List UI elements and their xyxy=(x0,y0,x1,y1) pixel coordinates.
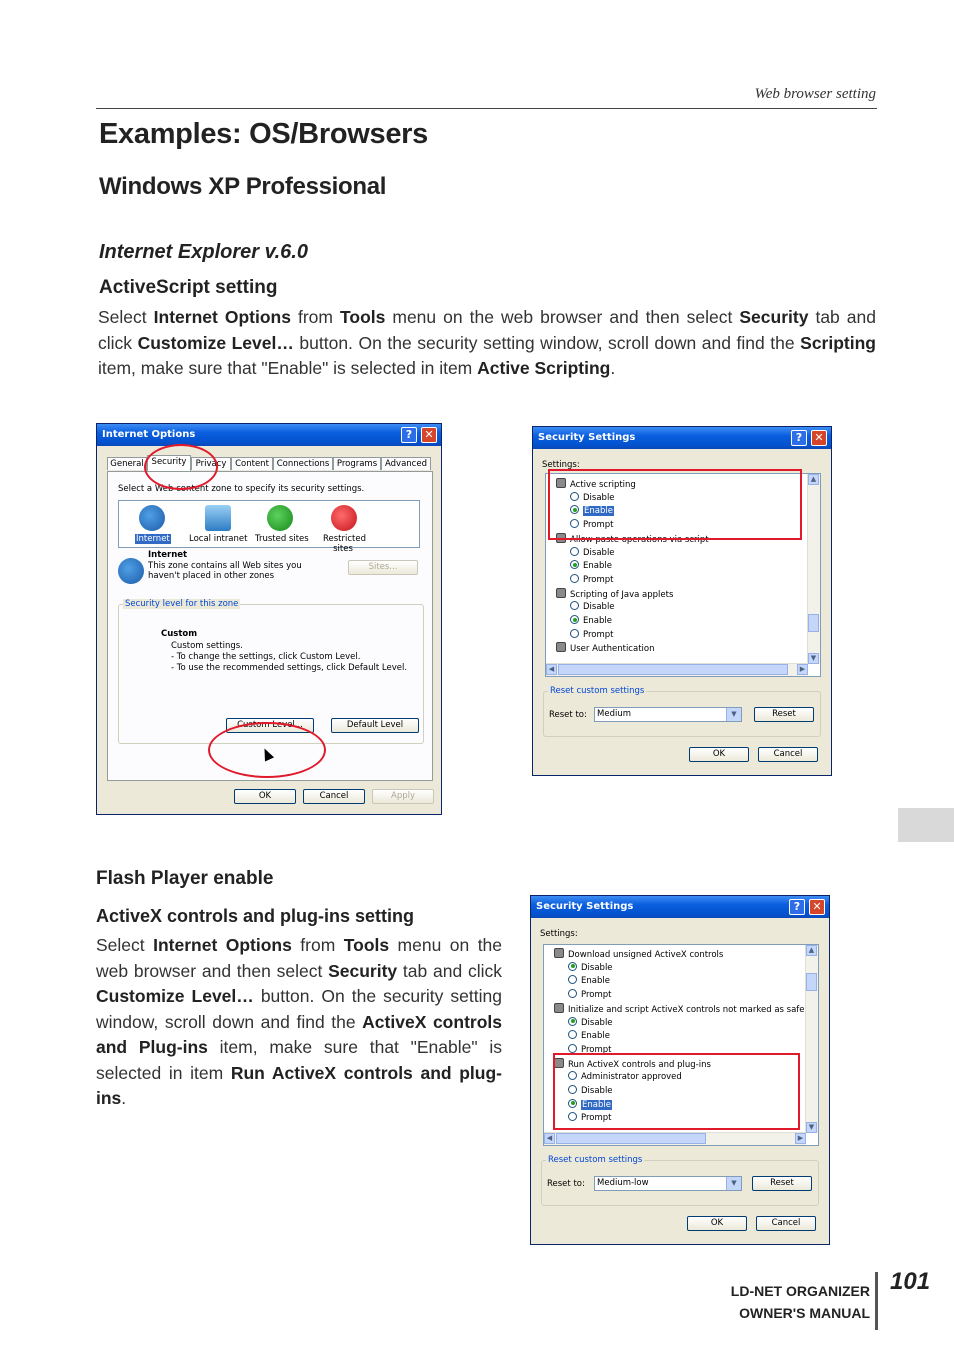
zone-list xyxy=(118,500,420,554)
dialog-title: Security Settings xyxy=(538,432,636,443)
close-icon[interactable]: ✕ xyxy=(811,430,827,446)
reset-group-label: Reset custom settings xyxy=(550,686,645,696)
vertical-scrollbar[interactable] xyxy=(805,945,818,1133)
horizontal-scrollbar[interactable] xyxy=(544,1132,806,1145)
setting-label: Disable xyxy=(581,1017,613,1028)
custom-line-1: Custom settings. xyxy=(171,641,243,651)
zone-name: Internet xyxy=(148,550,188,560)
ok-button[interactable]: OK xyxy=(689,747,749,762)
setting-label: Download unsigned ActiveX controls xyxy=(568,950,724,960)
dialog-title: Internet Options xyxy=(102,429,196,440)
zone-restricted-sites[interactable]: Restricted sites xyxy=(323,534,367,554)
setting-label: Run ActiveX controls and plug-ins xyxy=(568,1059,711,1070)
footer-line-2: OWNER'S MANUAL xyxy=(739,1305,870,1321)
highlight-custom-level xyxy=(208,722,326,778)
check-icon xyxy=(267,505,293,531)
highlight-active-scripting xyxy=(548,469,802,540)
reset-group xyxy=(541,1155,819,1206)
setting-label: Scripting of Java applets xyxy=(570,589,674,600)
custom-title: Custom xyxy=(161,629,198,639)
setting-label: Allow paste operations via script xyxy=(570,534,709,545)
tab-content[interactable]: Content xyxy=(231,457,273,470)
page-subtitle: Windows XP Professional xyxy=(99,173,387,200)
setting-label: Prompt xyxy=(583,629,614,640)
tab-general[interactable]: General xyxy=(107,457,147,470)
header-rule xyxy=(96,108,877,109)
setting-option[interactable] xyxy=(570,629,614,642)
zone-prompt: Select a Web content zone to specify its security settings. xyxy=(118,484,365,494)
scroll-down-icon[interactable]: ▼ xyxy=(808,653,819,664)
zone-trusted-sites[interactable]: Trusted sites xyxy=(255,534,309,544)
intranet-icon xyxy=(205,505,231,531)
setting-label: Disable xyxy=(583,547,615,558)
close-icon[interactable]: ✕ xyxy=(809,899,825,915)
flash-heading: Flash Player enable xyxy=(96,868,274,889)
radio-button[interactable] xyxy=(570,629,579,638)
flash-paragraph: Select Internet Options from Tools menu on the web browser and then select Security tab and click Customize Level… button. On the security setting window, scroll down and find the ActiveX controls and Plug-ins item, make sure that "Enable" is selected in item Run ActiveX controls and plug-ins. xyxy=(96,935,503,1108)
cancel-button[interactable]: Cancel xyxy=(756,1216,816,1231)
zone-desc-1: This zone contains all Web sites you xyxy=(148,561,302,571)
ok-button[interactable]: OK xyxy=(234,789,296,804)
radio-button[interactable] xyxy=(570,601,579,610)
reset-button[interactable]: Reset xyxy=(754,707,814,722)
dialog-title: Security Settings xyxy=(536,901,634,912)
footer-manual-title xyxy=(731,1280,870,1324)
reset-button[interactable]: Reset xyxy=(752,1176,812,1191)
scroll-hthumb[interactable] xyxy=(556,1133,706,1144)
page-title: Examples: OS/Browsers xyxy=(99,118,428,150)
highlight-security-tab xyxy=(144,444,218,490)
setting-label: Active scripting xyxy=(570,480,636,490)
browser-heading: Internet Explorer v.6.0 xyxy=(99,241,308,263)
setting-label: Enable xyxy=(582,1099,611,1110)
scroll-left-icon[interactable]: ◀ xyxy=(546,664,557,675)
scroll-up-icon[interactable]: ▲ xyxy=(808,474,819,485)
radio-button[interactable] xyxy=(568,962,577,971)
footer-rule xyxy=(875,1272,878,1330)
settings-gear-icon xyxy=(556,642,566,652)
horizontal-scrollbar[interactable] xyxy=(546,663,808,676)
setting-label: User Authentication xyxy=(570,644,655,655)
radio-button[interactable] xyxy=(570,615,579,624)
cancel-button[interactable]: Cancel xyxy=(303,789,365,804)
setting-option[interactable] xyxy=(568,989,612,1002)
default-level-button[interactable]: Default Level xyxy=(331,718,419,733)
reset-to-select[interactable] xyxy=(594,1176,742,1191)
setting-option[interactable] xyxy=(568,1030,610,1043)
tab-connections[interactable]: Connections xyxy=(273,457,333,470)
setting-label: Enable xyxy=(581,1031,610,1042)
zone-internet[interactable]: Internet xyxy=(136,534,170,544)
tab-advanced[interactable]: Advanced xyxy=(381,457,431,470)
radio-button[interactable] xyxy=(570,547,579,556)
scroll-thumb[interactable] xyxy=(806,973,817,991)
reset-group-label: Reset custom settings xyxy=(548,1155,643,1165)
setting-option[interactable] xyxy=(570,547,615,560)
globe-icon xyxy=(139,505,165,531)
help-icon[interactable]: ? xyxy=(791,430,807,446)
settings-gear-icon xyxy=(556,588,566,598)
setting-category[interactable] xyxy=(556,588,673,601)
page-number: 101 xyxy=(890,1268,931,1295)
setting-label: Disable xyxy=(583,602,615,613)
section-label: Web browser setting xyxy=(754,86,876,102)
security-level-label: Security level for this zone xyxy=(125,599,239,609)
scroll-hthumb[interactable] xyxy=(558,664,788,675)
scroll-down-icon[interactable]: ▼ xyxy=(806,1122,817,1133)
custom-line-2: - To change the settings, click Custom Level. xyxy=(171,652,361,662)
chapter-tab xyxy=(898,808,954,842)
setting-label: Initialize and script ActiveX controls not marked as safe xyxy=(568,1004,805,1015)
vertical-scrollbar[interactable] xyxy=(807,474,820,664)
zone-desc-2: haven't placed in other zones xyxy=(148,571,275,581)
tab-programs[interactable]: Programs xyxy=(333,457,381,470)
setting-category[interactable] xyxy=(556,642,654,655)
setting-label: Prompt xyxy=(581,990,612,1001)
activescript-paragraph: Select Internet Options from Tools menu on the web browser and then select Security tab and click Customize Level… button. On the security setting window, scroll down and find the Scripting item, make sure that "Enable" is selected in item Active Scripting. xyxy=(98,307,876,378)
reset-to-label: Reset to: xyxy=(547,1179,585,1189)
setting-label: Prompt xyxy=(581,1113,612,1124)
setting-option[interactable] xyxy=(570,574,614,587)
dialog-titlebar xyxy=(531,896,829,918)
radio-button[interactable] xyxy=(568,1017,577,1026)
tab-security[interactable]: Security xyxy=(147,455,191,471)
dialog-titlebar xyxy=(533,427,831,449)
setting-label: Disable xyxy=(583,492,615,503)
reset-group xyxy=(543,686,821,737)
setting-label: Disable xyxy=(581,1086,613,1096)
scroll-thumb[interactable] xyxy=(808,614,819,632)
restricted-icon xyxy=(331,505,357,531)
setting-label: Administrator approved xyxy=(581,1072,682,1083)
cancel-button[interactable]: Cancel xyxy=(758,747,818,762)
apply-button[interactable]: Apply xyxy=(372,789,434,804)
footer-line-1: LD-NET ORGANIZER xyxy=(730,1283,870,1299)
setting-label: Disable xyxy=(581,962,613,973)
settings-label: Settings: xyxy=(542,460,580,470)
ok-button[interactable]: OK xyxy=(687,1216,747,1231)
sites-button[interactable]: Sites... xyxy=(348,560,418,575)
radio-button[interactable] xyxy=(568,989,577,998)
settings-label: Settings: xyxy=(540,929,578,939)
radio-button[interactable] xyxy=(568,1030,577,1039)
scroll-left-icon[interactable]: ◀ xyxy=(544,1133,555,1144)
setting-label: Enable xyxy=(583,561,612,572)
settings-gear-icon xyxy=(554,948,564,958)
setting-label: Enable xyxy=(584,506,613,517)
setting-label: Enable xyxy=(581,976,610,987)
reset-to-label: Reset to: xyxy=(549,710,587,720)
setting-option[interactable] xyxy=(570,601,615,614)
setting-option[interactable] xyxy=(570,615,612,628)
highlight-run-activex xyxy=(553,1053,800,1130)
zone-local-intranet[interactable]: Local intranet xyxy=(189,534,248,544)
scroll-up-icon[interactable]: ▲ xyxy=(806,945,817,956)
settings-gear-icon xyxy=(554,1003,564,1013)
activescript-heading: ActiveScript setting xyxy=(99,277,278,298)
setting-option[interactable] xyxy=(568,962,613,975)
close-icon[interactable]: ✕ xyxy=(421,427,437,443)
setting-label: Prompt xyxy=(583,574,614,585)
chevron-down-icon: ▼ xyxy=(726,1177,741,1190)
help-icon[interactable]: ? xyxy=(401,427,417,443)
reset-value: Medium xyxy=(597,709,631,719)
setting-label: Enable xyxy=(583,616,612,626)
scroll-right-icon[interactable]: ▶ xyxy=(795,1133,806,1144)
radio-button[interactable] xyxy=(570,574,579,583)
tab-privacy[interactable]: Privacy xyxy=(191,457,231,470)
setting-option[interactable] xyxy=(570,560,612,573)
reset-to-select[interactable] xyxy=(594,707,742,722)
chevron-down-icon: ▼ xyxy=(726,708,741,721)
setting-label: Prompt xyxy=(583,520,614,531)
setting-label: Prompt xyxy=(581,1044,612,1055)
reset-value: Medium-low xyxy=(597,1178,649,1188)
radio-button[interactable] xyxy=(568,975,577,984)
setting-category[interactable] xyxy=(554,948,723,961)
internet-zone-icon xyxy=(118,558,144,584)
dialog-titlebar xyxy=(97,424,441,446)
radio-button[interactable] xyxy=(568,1044,577,1053)
setting-category[interactable] xyxy=(554,1003,805,1016)
setting-option[interactable] xyxy=(568,1017,613,1030)
radio-button[interactable] xyxy=(570,560,579,569)
custom-line-3: - To use the recommended settings, click Default Level. xyxy=(171,663,408,673)
custom-level-button[interactable]: Custom Level... xyxy=(226,718,314,733)
activex-subheading: ActiveX controls and plug-ins setting xyxy=(96,906,415,926)
help-icon[interactable]: ? xyxy=(789,899,805,915)
setting-option[interactable] xyxy=(568,975,610,988)
scroll-right-icon[interactable]: ▶ xyxy=(797,664,808,675)
